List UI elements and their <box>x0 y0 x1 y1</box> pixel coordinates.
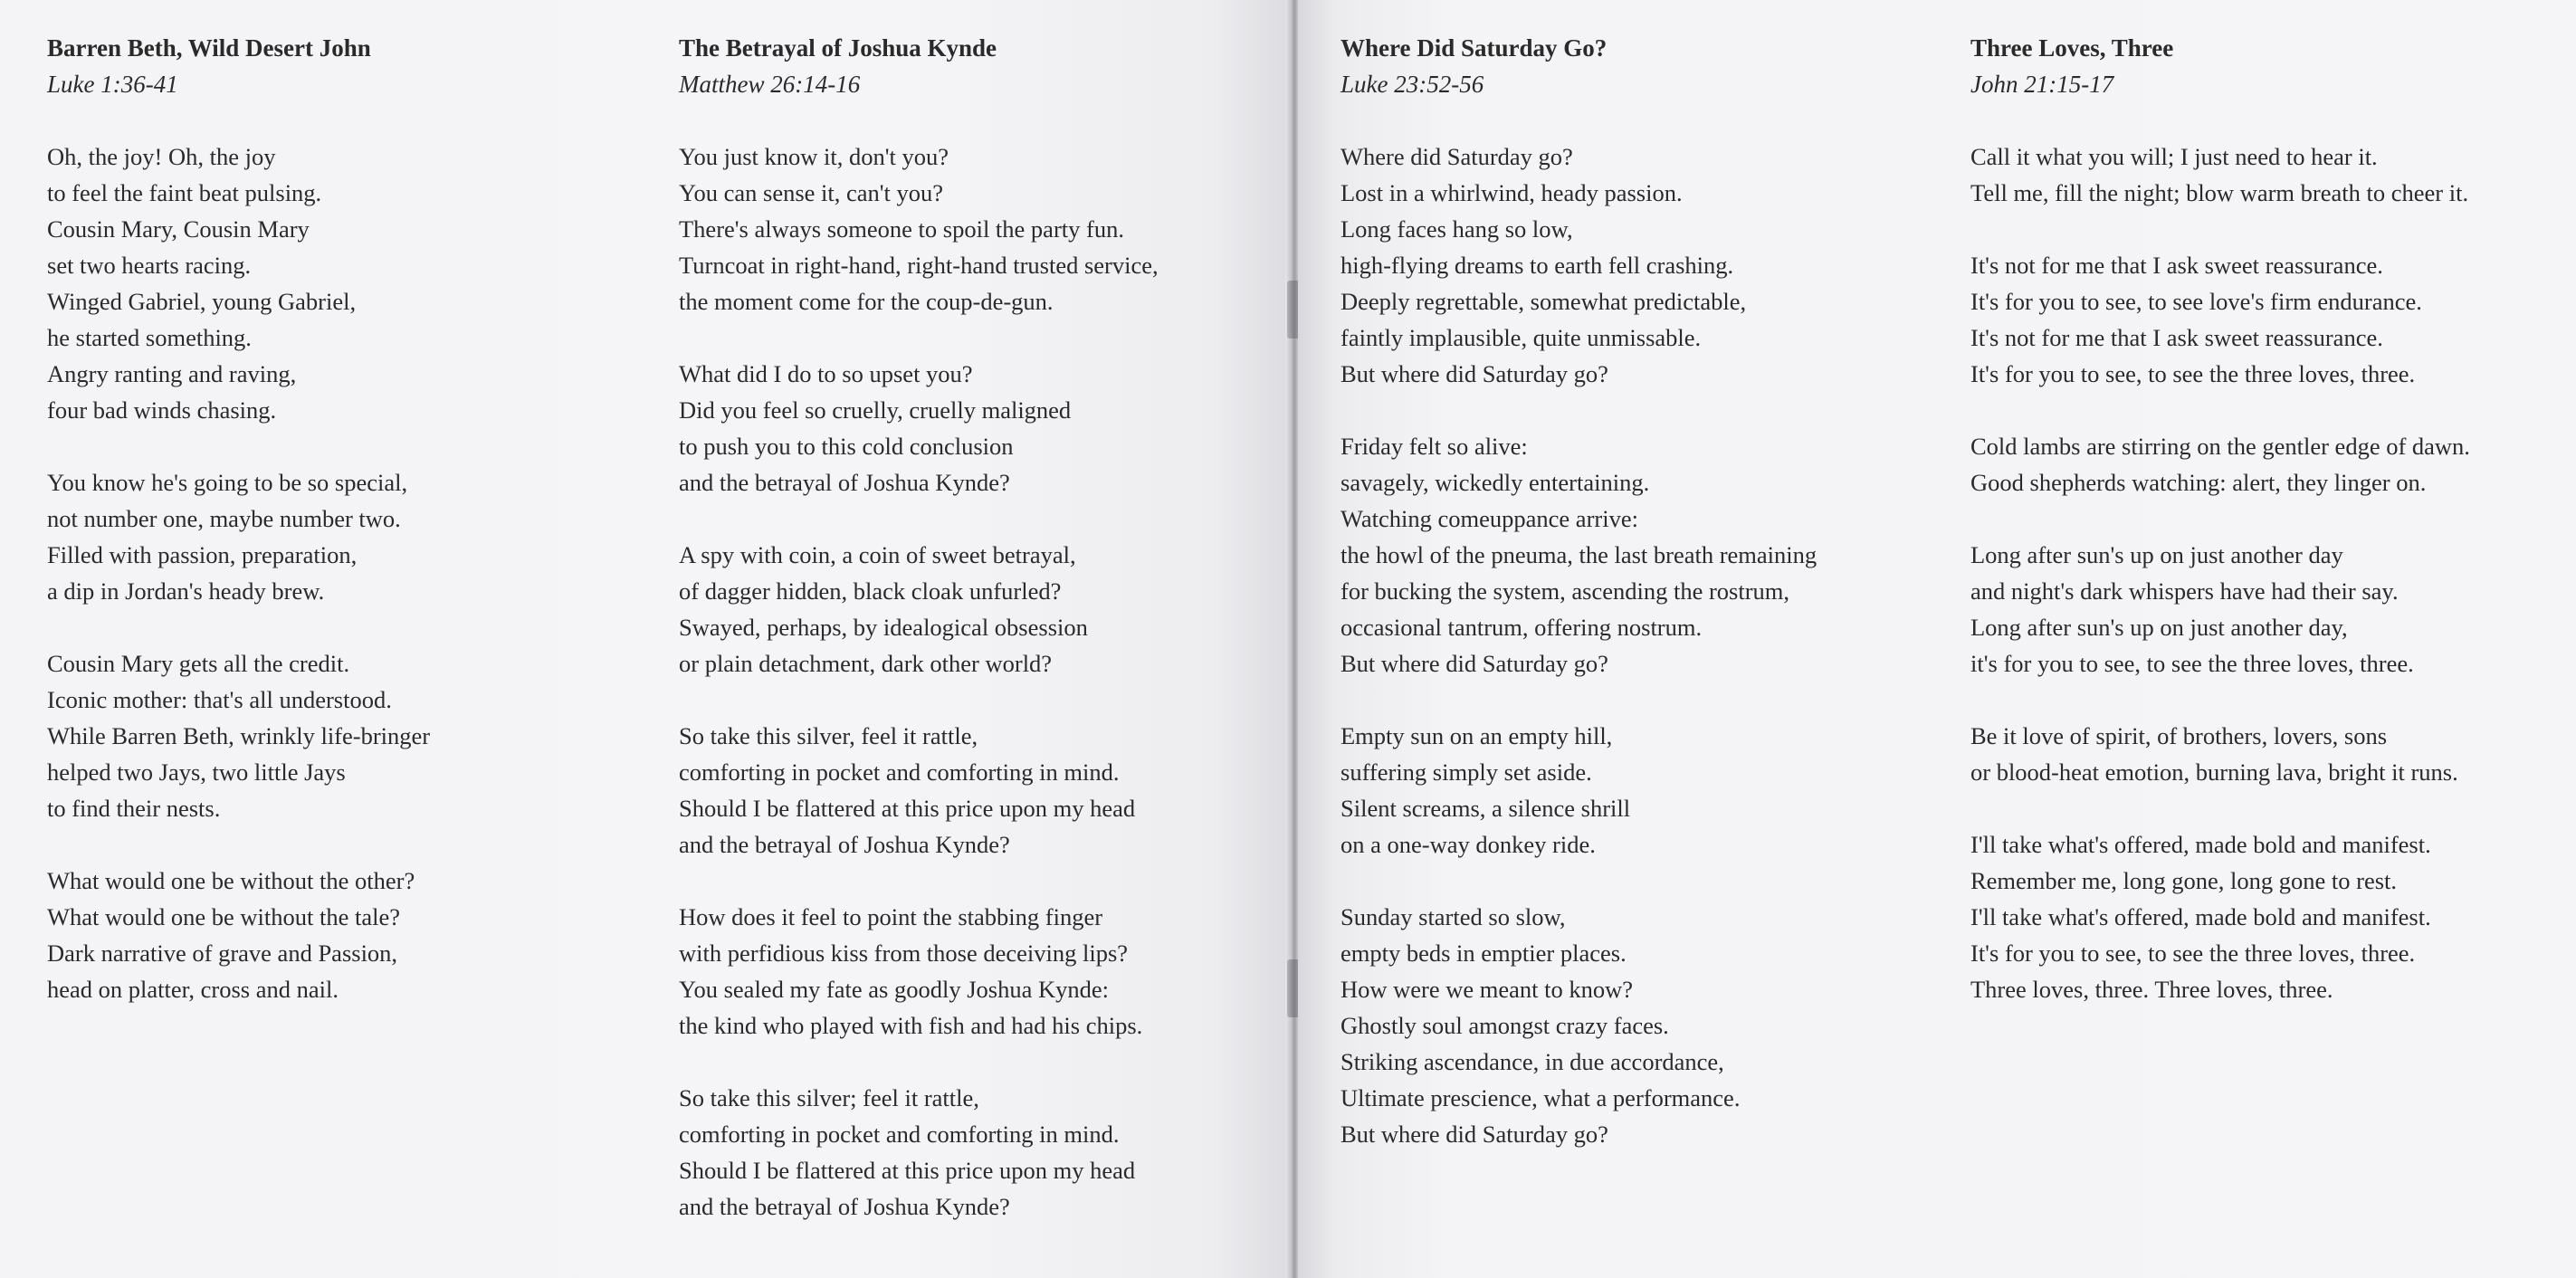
stanza <box>679 138 1159 320</box>
stanza <box>1340 718 1817 863</box>
poem-line: Angry ranting and raving, <box>47 360 297 387</box>
stanza <box>1970 428 2470 501</box>
poem-line: high-flying dreams to earth fell crashing. <box>1340 252 1734 279</box>
poem-line: and the betrayal of Joshua Kynde? <box>679 1193 1010 1220</box>
poem-line: What did I do to so upset you? <box>679 360 973 387</box>
poem-line: Sunday started so slow, <box>1340 903 1566 930</box>
poem-line: helped two Jays, two little Jays <box>47 758 346 786</box>
poem-line: You can sense it, can't you? <box>679 179 944 206</box>
poem-line: and the betrayal of Joshua Kynde? <box>679 831 1010 858</box>
poem-body <box>1340 138 1817 1152</box>
poem-line: Ultimate prescience, what a performance. <box>1340 1084 1741 1111</box>
poem-line: How were we meant to know? <box>1340 976 1634 1003</box>
poem-line: But where did Saturday go? <box>1340 650 1608 677</box>
stanza <box>1970 537 2470 682</box>
poem-line: not number one, maybe number two. <box>47 505 401 532</box>
poem-line: Three loves, three. Three loves, three. <box>1970 976 2333 1003</box>
poem-line: set two hearts racing. <box>47 252 252 279</box>
scripture-reference: John 21:15-17 <box>1970 71 2114 98</box>
poem-line: Should I be flattered at this price upon my head <box>679 795 1136 822</box>
poem-line: Did you feel so cruelly, cruelly maligned <box>679 396 1072 424</box>
poem-line: Turncoat in right-hand, right-hand trusted service, <box>679 252 1159 279</box>
poem-line: faintly implausible, quite unmissable. <box>1340 324 1702 351</box>
stanza <box>679 1080 1159 1225</box>
poem-body <box>1970 138 2470 1007</box>
poem-line: comforting in pocket and comforting in mind. <box>679 1121 1120 1148</box>
poem-line: occasional tantrum, offering nostrum. <box>1340 614 1703 641</box>
stanza <box>1970 718 2470 790</box>
poem-line: Iconic mother: that's all understood. <box>47 686 392 713</box>
poem-title: Barren Beth, Wild Desert John <box>47 34 371 62</box>
poem-line: the kind who played with fish and had his chips. <box>679 1012 1143 1039</box>
poem-line: Tell me, fill the night; blow warm breath to cheer it. <box>1970 179 2469 206</box>
poem-line: he started something. <box>47 324 252 351</box>
stanza <box>1340 428 1817 682</box>
poem-body <box>47 138 430 1007</box>
poem-line: Call it what you will; I just need to hear it. <box>1970 143 2378 170</box>
stanza <box>1340 899 1817 1152</box>
poem-line: You just know it, don't you? <box>679 143 949 170</box>
poem-line: to push you to this cold conclusion <box>679 433 1014 460</box>
stanza <box>1340 138 1817 392</box>
poem-body <box>679 138 1159 1225</box>
poem-line: Winged Gabriel, young Gabriel, <box>47 288 357 315</box>
poem-line: a dip in Jordan's heady brew. <box>47 577 325 605</box>
poem-title: Where Did Saturday Go? <box>1340 34 1608 62</box>
poem-line: Friday felt so alive: <box>1340 433 1528 460</box>
poem-line: A spy with coin, a coin of sweet betrayal, <box>679 541 1076 568</box>
poem-line: It's for you to see, to see the three loves, three. <box>1970 360 2416 387</box>
poem-line: head on platter, cross and nail. <box>47 976 339 1003</box>
poem-line: suffering simply set aside. <box>1340 758 1592 786</box>
poem-line: Deeply regrettable, somewhat predictable, <box>1340 288 1747 315</box>
stanza <box>679 899 1159 1044</box>
stanza <box>47 138 430 428</box>
stanza <box>1970 138 2470 211</box>
poem-line: I'll take what's offered, made bold and manifest. <box>1970 903 2431 930</box>
poem-line: I'll take what's offered, made bold and manifest. <box>1970 831 2431 858</box>
poem-line: You know he's going to be so special, <box>47 469 408 496</box>
poem-three-loves-three <box>1970 30 2470 1044</box>
poem-line: Cousin Mary, Cousin Mary <box>47 215 310 243</box>
poem-line: It's not for me that I ask sweet reassurance. <box>1970 324 2383 351</box>
stanza <box>679 718 1159 863</box>
poem-line: Long faces hang so low, <box>1340 215 1573 243</box>
poem-line: There's always someone to spoil the party fun. <box>679 215 1124 243</box>
poem-line: Be it love of spirit, of brothers, lovers, sons <box>1970 722 2388 749</box>
poem-line: four bad winds chasing. <box>47 396 277 424</box>
poem-line: It's for you to see, to see the three loves, three. <box>1970 939 2416 967</box>
stanza <box>1970 826 2470 1007</box>
poem-line: to feel the faint beat pulsing. <box>47 179 322 206</box>
scripture-reference: Matthew 26:14-16 <box>679 71 861 98</box>
poem-line: on a one-way donkey ride. <box>1340 831 1596 858</box>
poem-line: Cold lambs are stirring on the gentler edge of dawn. <box>1970 433 2470 460</box>
poem-line: Striking ascendance, in due accordance, <box>1340 1048 1724 1075</box>
poem-line: the howl of the pneuma, the last breath remaining <box>1340 541 1818 568</box>
poem-betrayal-of-joshua-kynde <box>679 30 1159 1261</box>
poem-line: It's for you to see, to see love's firm endurance. <box>1970 288 2422 315</box>
poem-line: Should I be flattered at this price upon my head <box>679 1157 1136 1184</box>
poem-line: the moment come for the coup-de-gun. <box>679 288 1054 315</box>
poem-line: What would one be without the tale? <box>47 903 401 930</box>
poem-line: Remember me, long gone, long gone to rest. <box>1970 867 2398 894</box>
poem-line: Where did Saturday go? <box>1340 143 1573 170</box>
poem-line: and night's dark whispers have had their say. <box>1970 577 2399 605</box>
poem-line: Silent screams, a silence shrill <box>1340 795 1631 822</box>
poem-line: empty beds in emptier places. <box>1340 939 1627 967</box>
poem-line: Long after sun's up on just another day <box>1970 541 2343 568</box>
poem-line: or blood-heat emotion, burning lava, bright it runs. <box>1970 758 2458 786</box>
stanza <box>47 464 430 609</box>
poem-title: Three Loves, Three <box>1970 34 2174 62</box>
poem-line: to find their nests. <box>47 795 221 822</box>
poem-line: with perfidious kiss from those deceiving lips? <box>679 939 1129 967</box>
stanza <box>47 645 430 826</box>
poem-line: for bucking the system, ascending the rostrum, <box>1340 577 1790 605</box>
poem-line: Swayed, perhaps, by idealogical obsession <box>679 614 1088 641</box>
stanza <box>679 537 1159 682</box>
poem-line: Watching comeuppance arrive: <box>1340 505 1638 532</box>
poem-line: What would one be without the other? <box>47 867 415 894</box>
poem-line: Long after sun's up on just another day, <box>1970 614 2348 641</box>
stanza <box>1970 247 2470 392</box>
poem-line: savagely, wickedly entertaining. <box>1340 469 1650 496</box>
poem-line: comforting in pocket and comforting in mind. <box>679 758 1120 786</box>
poem-barren-beth <box>47 30 430 1044</box>
poem-line: Oh, the joy! Oh, the joy <box>47 143 276 170</box>
poem-line: or plain detachment, dark other world? <box>679 650 1053 677</box>
stanza <box>47 863 430 1007</box>
poem-title: The Betrayal of Joshua Kynde <box>679 34 997 62</box>
poem-line: it's for you to see, to see the three loves, three. <box>1970 650 2414 677</box>
poem-line: and the betrayal of Joshua Kynde? <box>679 469 1010 496</box>
poem-line: While Barren Beth, wrinkly life-bringer <box>47 722 431 749</box>
poem-line: Dark narrative of grave and Passion, <box>47 939 398 967</box>
poem-line: Ghostly soul amongst crazy faces. <box>1340 1012 1669 1039</box>
poem-line: How does it feel to point the stabbing finger <box>679 903 1103 930</box>
poem-line: Lost in a whirlwind, heady passion. <box>1340 179 1683 206</box>
right-page <box>1298 0 2576 1278</box>
poem-line: But where did Saturday go? <box>1340 360 1608 387</box>
stanza <box>679 356 1159 501</box>
poem-line: Empty sun on an empty hill, <box>1340 722 1613 749</box>
poem-where-did-saturday-go <box>1340 30 1817 1188</box>
poem-line: So take this silver, feel it rattle, <box>679 722 978 749</box>
poem-line: So take this silver; feel it rattle, <box>679 1084 979 1111</box>
poem-line: Filled with passion, preparation, <box>47 541 358 568</box>
poem-line: of dagger hidden, black cloak unfurled? <box>679 577 1062 605</box>
poem-line: You sealed my fate as goodly Joshua Kynde: <box>679 976 1109 1003</box>
scripture-reference: Luke 23:52-56 <box>1340 71 1484 98</box>
poem-line: Good shepherds watching: alert, they linger on. <box>1970 469 2427 496</box>
scripture-reference: Luke 1:36-41 <box>47 71 178 98</box>
poem-line: But where did Saturday go? <box>1340 1121 1608 1148</box>
poem-line: Cousin Mary gets all the credit. <box>47 650 350 677</box>
poem-line: It's not for me that I ask sweet reassurance. <box>1970 252 2383 279</box>
